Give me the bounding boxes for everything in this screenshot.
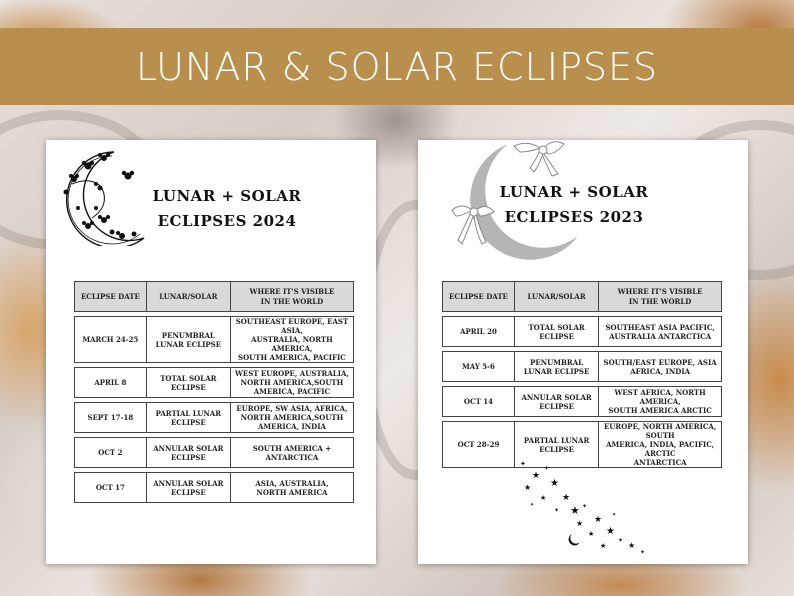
eclipse-type-line: PENUMBRAL	[530, 357, 584, 367]
header-where-line2: IN THE WORLD	[260, 296, 324, 306]
eclipse-type-line: PENUMBRAL	[161, 330, 215, 340]
title-banner	[0, 28, 794, 105]
eclipse-type-line: PARTIAL LUNAR	[523, 435, 590, 445]
eclipse-date-cell: OCT 28-29	[442, 421, 515, 468]
svg-text:★: ★	[576, 519, 584, 528]
visibility-cell	[231, 437, 354, 468]
table-row	[442, 316, 722, 347]
eclipse-date-cell: APRIL 20	[442, 316, 515, 347]
visibility-line: AUSTRALIA ANTARCTICA	[609, 331, 712, 341]
page-title	[147, 184, 307, 234]
eclipse-table-2023	[442, 277, 722, 472]
visibility-line: AMERICA, INDIA, PACIFIC, ARCTIC	[606, 440, 715, 458]
table-header-row	[74, 281, 354, 312]
svg-text:✦: ✦	[554, 507, 560, 514]
svg-text:★: ★	[606, 526, 615, 537]
visibility-line: SOUTH AMERICA + ANTARCTICA	[252, 443, 332, 462]
eclipse-date-cell: OCT 2	[74, 437, 147, 468]
visibility-cell	[231, 402, 354, 433]
svg-text:★: ★	[588, 530, 595, 538]
eclipse-type-cell	[515, 316, 599, 347]
eclipse-type-line: ECLIPSE	[170, 487, 206, 497]
eclipse-type-cell	[147, 367, 231, 398]
visibility-cell	[599, 386, 722, 417]
eclipse-type-line: TOTAL SOLAR	[528, 322, 585, 332]
svg-text:✦: ✦	[530, 502, 535, 508]
visibility-line: WEST AFRICA, NORTH AMERICA,	[614, 388, 706, 406]
eclipse-page-2023	[418, 140, 748, 564]
svg-text:✦: ✦	[544, 465, 550, 472]
eclipse-type-line: ECLIPSE	[170, 452, 206, 462]
eclipse-type-cell	[147, 402, 231, 433]
eclipse-type-line: PARTIAL LUNAR	[155, 408, 222, 418]
svg-text:★: ★	[532, 471, 541, 481]
svg-text:★: ★	[594, 515, 603, 525]
eclipse-type-cell	[147, 437, 231, 468]
visibility-cell	[231, 472, 354, 503]
visibility-line: ANTARCTICA	[633, 458, 687, 467]
eclipse-date-cell: OCT 17	[74, 472, 147, 503]
visibility-line: NORTH AMERICA	[256, 487, 328, 497]
visibility-line: AMERICA, INDIA	[257, 422, 326, 431]
svg-text:✦: ✦	[612, 512, 617, 518]
eclipse-type-cell	[515, 386, 599, 417]
svg-text:★: ★	[600, 542, 607, 550]
visibility-line: WEST EUROPE, AUSTRALIA,	[235, 369, 349, 378]
eclipse-type-line: ANNULAR SOLAR	[153, 478, 224, 488]
header-where-visible	[599, 281, 722, 312]
eclipse-type-cell	[147, 472, 231, 503]
table-row	[442, 351, 722, 382]
visibility-line: ASIA, AUSTRALIA,	[255, 478, 329, 488]
eclipse-date-cell: MAY 5-6	[442, 351, 515, 382]
eclipse-type-line: ECLIPSE	[170, 382, 206, 392]
page-title-line1: LUNAR + SOLAR	[499, 183, 649, 201]
visibility-line: AUSTRALIA, NORTH AMERICA,	[251, 335, 333, 353]
page-title-line2: ECLIPSES 2024	[157, 212, 297, 230]
eclipse-date-cell: MARCH 24-25	[74, 316, 147, 363]
header-lunar-solar: LUNAR/SOLAR	[515, 281, 599, 312]
eclipse-type-line: ANNULAR SOLAR	[153, 443, 224, 453]
eclipse-type-line: TOTAL SOLAR	[160, 373, 217, 383]
visibility-line: SOUTHEAST EUROPE, EAST ASIA,	[235, 317, 349, 335]
eclipse-type-line: LUNAR ECLIPSE	[155, 339, 222, 349]
eclipse-type-line: ANNULAR SOLAR	[521, 392, 592, 402]
eclipse-type-line: LUNAR ECLIPSE	[523, 366, 590, 376]
page-title-line1: LUNAR + SOLAR	[152, 187, 302, 205]
visibility-line: EUROPE, SW ASIA, AFRICA,	[236, 404, 348, 413]
table-row	[74, 402, 354, 433]
header-where-line1: WHERE IT'S VISIBLE	[249, 286, 335, 296]
visibility-line: AMERICA, PACIFIC	[253, 387, 331, 396]
visibility-line: NORTH AMERICA,SOUTH	[240, 413, 344, 422]
eclipse-type-cell	[515, 351, 599, 382]
eclipse-type-cell	[147, 316, 231, 363]
eclipse-type-line: ECLIPSE	[539, 331, 574, 341]
page-title-line2: ECLIPSES 2023	[504, 208, 644, 226]
star-cluster-icon	[510, 456, 650, 556]
eclipse-page-2024	[46, 140, 376, 564]
table-row	[74, 316, 354, 363]
table-row	[74, 367, 354, 398]
svg-text:★: ★	[628, 541, 636, 550]
page-title	[494, 180, 654, 230]
header-eclipse-date: ECLIPSE DATE	[442, 281, 515, 312]
header-where-line1: WHERE IT'S VISIBLE	[617, 286, 703, 296]
eclipse-type-line: ECLIPSE	[539, 444, 574, 454]
visibility-line: AFRICA, INDIA	[630, 366, 691, 376]
eclipse-type-line: ECLIPSE	[170, 417, 206, 427]
table-header-row	[442, 281, 722, 312]
visibility-line: EUROPE, NORTH AMERICA, SOUTH	[603, 422, 717, 440]
svg-text:★: ★	[570, 504, 580, 517]
eclipse-date-cell: APRIL 8	[74, 367, 147, 398]
header-lunar-solar: LUNAR/SOLAR	[147, 281, 231, 312]
table-row	[442, 386, 722, 417]
visibility-line: SOUTH AMERICA, PACIFIC	[238, 353, 346, 362]
visibility-cell	[599, 351, 722, 382]
visibility-line: SOUTHEAST ASIA PACIFIC,	[605, 322, 715, 332]
svg-text:★: ★	[524, 483, 532, 492]
eclipse-table-2024	[74, 277, 354, 507]
header-where-line2: IN THE WORLD	[628, 296, 692, 306]
eclipse-date-cell: SEPT 17-18	[74, 402, 147, 433]
svg-text:✦: ✦	[640, 549, 646, 556]
header-where-visible	[231, 281, 354, 312]
visibility-cell	[231, 316, 354, 363]
svg-text:★: ★	[550, 478, 559, 489]
eclipse-type-line: ECLIPSE	[539, 401, 574, 411]
banner-title: LUNAR & SOLAR ECLIPSES	[135, 44, 659, 89]
svg-text:✦: ✦	[520, 460, 526, 468]
svg-text:★: ★	[540, 494, 547, 502]
visibility-line: SOUTH/EAST EUROPE, ASIA	[603, 357, 717, 367]
visibility-line: SOUTH AMERICA ARCTIC	[608, 406, 712, 415]
eclipse-date-cell: OCT 14	[442, 386, 515, 417]
table-row	[74, 437, 354, 468]
header-eclipse-date: ECLIPSE DATE	[74, 281, 147, 312]
table-row	[74, 472, 354, 503]
visibility-line: NORTH AMERICA,SOUTH	[240, 378, 344, 387]
svg-text:✦: ✦	[618, 537, 624, 544]
visibility-cell	[599, 316, 722, 347]
floral-crescent-moon-icon	[52, 146, 147, 246]
visibility-cell	[231, 367, 354, 398]
svg-text:✦: ✦	[582, 503, 588, 510]
svg-text:★: ★	[562, 493, 571, 503]
